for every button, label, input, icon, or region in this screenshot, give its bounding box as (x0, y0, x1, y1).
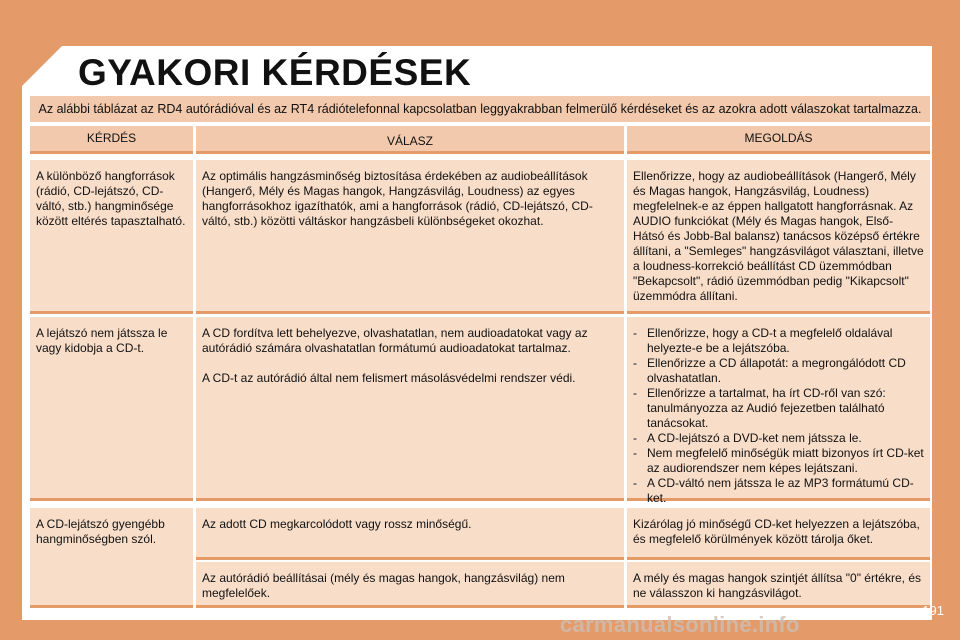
watermark: carmanualsonline.info (560, 612, 800, 637)
table-cell-answer (196, 160, 624, 314)
question-text: A különböző hangforrások (rádió, CD-lejátszó, CD-váltó, stb.) hangminősége között eltérés tapasztalható. (36, 169, 186, 228)
solution-item: - Ellenőrizze a tartalmat, ha írt CD-ről van szó: tanulmányozza az Audió fejezetben található tanácsokat. (633, 386, 924, 431)
intro-text: Az alábbi táblázat az RD4 autórádióval és az RT4 rádiótelefonnal kapcsolatban leggyakrabban felmerülő kérdéseket és az azokra adott válaszokat tartalmazza. (30, 96, 930, 122)
solution-text: Kizárólag jó minőségű CD-ket helyezzen a lejátszóba, és megfelelő körülmények között tárolja őket. (633, 517, 920, 546)
table-cell-solution (627, 317, 930, 505)
header-solution: MEGOLDÁS (627, 126, 930, 154)
table-cell-answer (196, 562, 624, 608)
solution-item: - A CD-váltó nem játssza le az MP3 formátumú CD-ket. (633, 476, 924, 506)
answer-text: A CD-t az autórádió által nem felismert másolásvédelmi rendszer védi. (202, 371, 576, 385)
solution-item: - Ellenőrizze, hogy a CD-t a megfelelő oldalával helyezte-e be a lejátszóba. (633, 326, 924, 356)
question-text: A CD-lejátszó gyengébb hangminőségben szól. (36, 517, 165, 546)
answer-text: Az optimális hangzásminőség biztosítása érdekében az audiobeállítások (Hangerő, Mély és Magas hangok, Hangzásvilág, Loudness) az egyes hangforrásokhoz igazíthatók, ami a hangforrások (rádió, CD-lejátszó, CD-váltó, stb.) közötti váltáskor hangzásbeli különbségeket okozhat. (202, 169, 593, 228)
answer-text: Az adott CD megkarcolódott vagy rossz minőségű. (202, 517, 472, 531)
header-question: KÉRDÉS (30, 126, 193, 154)
table-cell-answer (196, 317, 624, 501)
page-title: GYAKORI KÉRDÉSEK (78, 52, 472, 93)
solution-item: - A CD-lejátszó a DVD-ket nem játssza le. (633, 431, 924, 446)
solution-item: - Nem megfelelő minőségük miatt bizonyos írt CD-ket az audiorendszer nem képes lejátszani. (633, 446, 924, 476)
table-cell-solution (627, 508, 930, 560)
solution-text: A mély és magas hangok szintjét állítsa "0" értékre, és ne válasszon ki hangzásvilágot. (633, 571, 921, 600)
table-cell-question (30, 508, 193, 608)
table-cell-question (30, 160, 193, 314)
page-number: 191 (922, 603, 944, 618)
solution-text: Ellenőrizze, hogy az audiobeállítások (Hangerő, Mély és Magas hangok, Hangzásvilág, Loudness) megfelelnek-e az éppen hallgatott hangforrásnak. Az AUDIO funkciókat (Mély és Magas hangok, Első-Hátsó és Jobb-Bal balansz) tanácsos középső értékre állítani, a "Semleges" hangzásvilágot választani, illetve a loudness-korrekció beállítást CD üzemmódban "Bekapcsolt", rádió üzemmódban pedig "Kikapcsolt" üzemmódra állítani. (633, 169, 924, 303)
table-cell-answer (196, 508, 624, 560)
answer-text: Az autórádió beállításai (mély és magas hangok, hangzásvilág) nem megfelelőek. (202, 571, 565, 600)
table-cell-solution (627, 562, 930, 608)
table-cell-solution (627, 160, 930, 314)
question-text: A lejátszó nem játssza le vagy kidobja a CD-t. (36, 326, 168, 355)
answer-text: A CD fordítva lett behelyezve, olvashatatlan, nem audioadatokat vagy az autórádió számára olvashatatlan formátumú audioadatokat tartalmaz. (202, 326, 588, 355)
table-cell-question (30, 317, 193, 501)
header-answer: VÁLASZ (196, 126, 624, 154)
solution-list (633, 326, 924, 506)
solution-item: - Ellenőrizze a CD állapotát: a megrongálódott CD olvashatatlan. (633, 356, 924, 386)
